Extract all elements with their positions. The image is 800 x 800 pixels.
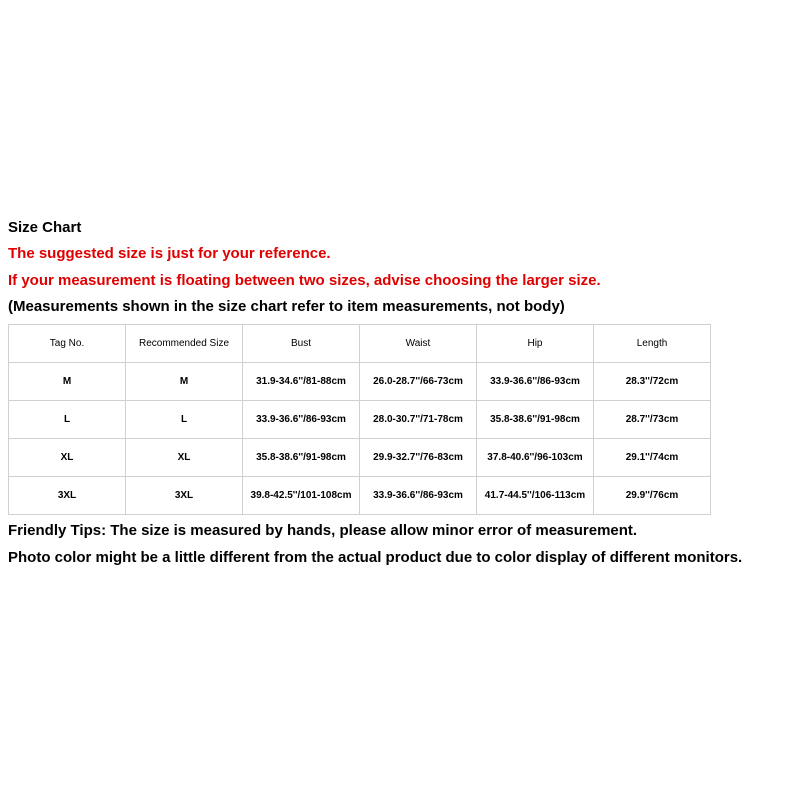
cell-tag-no: 3XL (9, 477, 126, 515)
cell-recommended-size: XL (126, 439, 243, 477)
larger-size-note: If your measurement is floating between two sizes, advise choosing the larger size. (8, 272, 601, 289)
cell-length: 28.7''/73cm (594, 401, 711, 439)
cell-bust: 33.9-36.6''/86-93cm (243, 401, 360, 439)
cell-tag-no: XL (9, 439, 126, 477)
cell-recommended-size: M (126, 363, 243, 401)
cell-hip: 35.8-38.6''/91-98cm (477, 401, 594, 439)
header-waist: Waist (360, 325, 477, 363)
header-length: Length (594, 325, 711, 363)
cell-waist: 26.0-28.7''/66-73cm (360, 363, 477, 401)
table-row (9, 477, 711, 515)
cell-recommended-size: L (126, 401, 243, 439)
cell-bust: 39.8-42.5''/101-108cm (243, 477, 360, 515)
cell-waist: 33.9-36.6''/86-93cm (360, 477, 477, 515)
cell-bust: 31.9-34.6''/81-88cm (243, 363, 360, 401)
friendly-tips: Friendly Tips: The size is measured by hands, please allow minor error of measurement. (8, 522, 638, 539)
size-chart-title: Size Chart (8, 219, 82, 236)
header-tag-no: Tag No. (9, 325, 126, 363)
header-recommended-size: Recommended Size (126, 325, 243, 363)
size-table (8, 324, 711, 515)
header-hip: Hip (477, 325, 594, 363)
cell-hip: 37.8-40.6''/96-103cm (477, 439, 594, 477)
cell-waist: 29.9-32.7''/76-83cm (360, 439, 477, 477)
header-bust: Bust (243, 325, 360, 363)
cell-tag-no: M (9, 363, 126, 401)
photo-color-note: Photo color might be a little different from the actual product due to color display of different monitors. (8, 549, 743, 566)
table-header-row (9, 325, 711, 363)
table-row (9, 401, 711, 439)
cell-hip: 41.7-44.5''/106-113cm (477, 477, 594, 515)
cell-hip: 33.9-36.6''/86-93cm (477, 363, 594, 401)
cell-length: 28.3''/72cm (594, 363, 711, 401)
table-row (9, 363, 711, 401)
cell-bust: 35.8-38.6''/91-98cm (243, 439, 360, 477)
reference-note: The suggested size is just for your reference. (8, 245, 331, 262)
cell-length: 29.9''/76cm (594, 477, 711, 515)
measurement-note: (Measurements shown in the size chart refer to item measurements, not body) (8, 298, 565, 315)
cell-tag-no: L (9, 401, 126, 439)
table-row (9, 439, 711, 477)
cell-length: 29.1''/74cm (594, 439, 711, 477)
cell-recommended-size: 3XL (126, 477, 243, 515)
cell-waist: 28.0-30.7''/71-78cm (360, 401, 477, 439)
